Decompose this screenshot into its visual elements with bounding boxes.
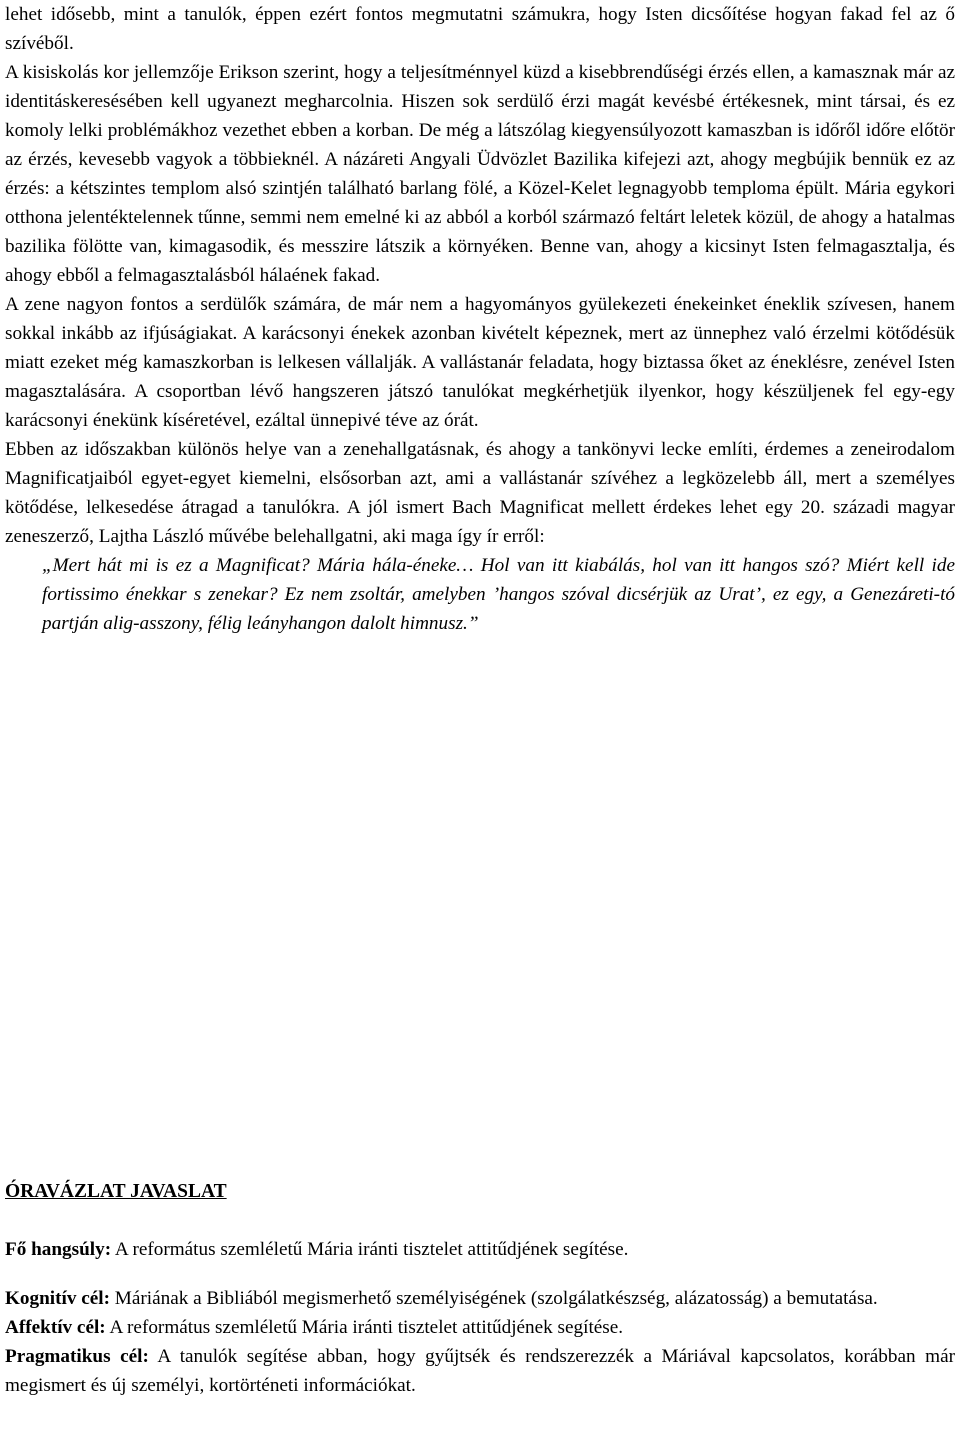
plan-affective-text: A református szemléletű Mária iránti tisztelet attitűdjének segítése. (109, 1317, 624, 1338)
paragraph-erikson: A kisiskolás kor jellemzője Erikson szerint, hogy a teljesítménnyel küzd a kisebbrendűségi érzés ellen, a kamasznak már az identitáskeresésében kell ugyanezt megharcolnia. Hiszen sok serdülő érzi magát kevésbé értékesnek, mint társai, és ez komoly lelki problémákhoz vezethet ebben a korban. De még a látszólag kiegyensúlyozott kamaszban is időről időre előtör az érzés, kevesebb vagyok a többieknél. A názáreti Angyali Üdvözlet Bazilika kifejezi azt, ahogy megbújik bennük ez az érzés: a kétszintes templom alsó szintjén található barlang fölé, a Közel-Kelet legnagyobb temploma épült. Mária egykori otthona jelentéktelennek tűnne, semmi nem emelné ki az abból a korból származó feltárt leletek közül, de ahogy a hatalmas bazilika fölötte van, kimagasodik, és messzire látszik a környéken. Benne van, ahogy a kicsinyt Isten felmagasztalja, és ahogy ebből a felmagasztalásból hálaének fakad. (5, 62, 955, 286)
section-title: ÓRAVÁZLAT JAVASLAT (5, 1181, 227, 1202)
document-page (5, 0, 955, 1396)
paragraph-continuation: lehet idősebb, mint a tanulók, éppen ezért fontos megmutatni számukra, hogy Isten dicsőítése hogyan fakad fel az ő szívéből. (5, 4, 955, 54)
plan-affective-goal (5, 1313, 955, 1342)
plan-pragmatic-goal (5, 1342, 955, 1400)
lesson-plan (5, 1235, 955, 1400)
plan-affective-label: Affektív cél: (5, 1317, 106, 1338)
plan-main-focus-text: A református szemléletű Mária iránti tisztelet attitűdjének segítése. (114, 1239, 629, 1260)
plan-cognitive-text: Máriának a Bibliából megismerhető személyiségének (szolgálatkészség, alázatosság) a bemutatása. (114, 1288, 878, 1309)
plan-cognitive-label: Kognitív cél: (5, 1288, 110, 1309)
body-text (5, 0, 955, 638)
paragraph-magnificat: Ebben az időszakban különös helye van a zenehallgatásnak, és ahogy a tankönyvi lecke említi, érdemes a zeneirodalom Magnificatjaiból egyet-egyet kiemelni, elsősorban azt, ami a vallástanár szívéhez a legközelebb áll, mert a személyes kötődése, lelkesedése átragad a tanulókra. A jól ismert Bach Magnificat mellett érdekes lehet egy 20. századi magyar zeneszerző, Lajtha László művébe belehallgatni, aki maga így ír erről: (5, 439, 955, 547)
plan-cognitive-goal (5, 1284, 955, 1313)
plan-main-focus (5, 1235, 955, 1264)
plan-pragmatic-text: A tanulók segítése abban, hogy gyűjtsék és rendszerezzék a Máriával kapcsolatos, korábban már megismert és új személyi, kortörténeti információkat. (5, 1346, 955, 1396)
plan-main-focus-label: Fő hangsúly: (5, 1239, 112, 1260)
lajtha-quote: „Mert hát mi is ez a Magnificat? Mária hála-éneke… Hol van itt kiabálás, hol van itt hangos szó? Miért kell ide fortissimo énekkar s zenekar? Ez nem zsoltár, amelyben ’hangos szóval dicsérjük az Urat’, ez egy, a Genezáreti-tó partján alig-asszony, félig leányhangon dalolt himnusz.” (42, 555, 955, 634)
plan-pragmatic-label: Pragmatikus cél: (5, 1346, 149, 1367)
paragraph-music: A zene nagyon fontos a serdülők számára, de már nem a hagyományos gyülekezeti énekeinket éneklik szívesen, hanem sokkal inkább az ifjúságiakat. A karácsonyi énekek azonban kivételt képeznek, mert az ünnephez való érzelmi kötődésük miatt ezeket még kamaszkorban is lelkesen vállalják. A vallástanár feladata, hogy biztassa őket az éneklésre, zenével Isten magasztalására. A csoportban lévő hangszeren játszó tanulókat megkérhetjük ilyenkor, hogy készüljenek fel egy-egy karácsonyi énekünk kíséretével, ezáltal ünnepivé téve az órát. (5, 294, 955, 431)
